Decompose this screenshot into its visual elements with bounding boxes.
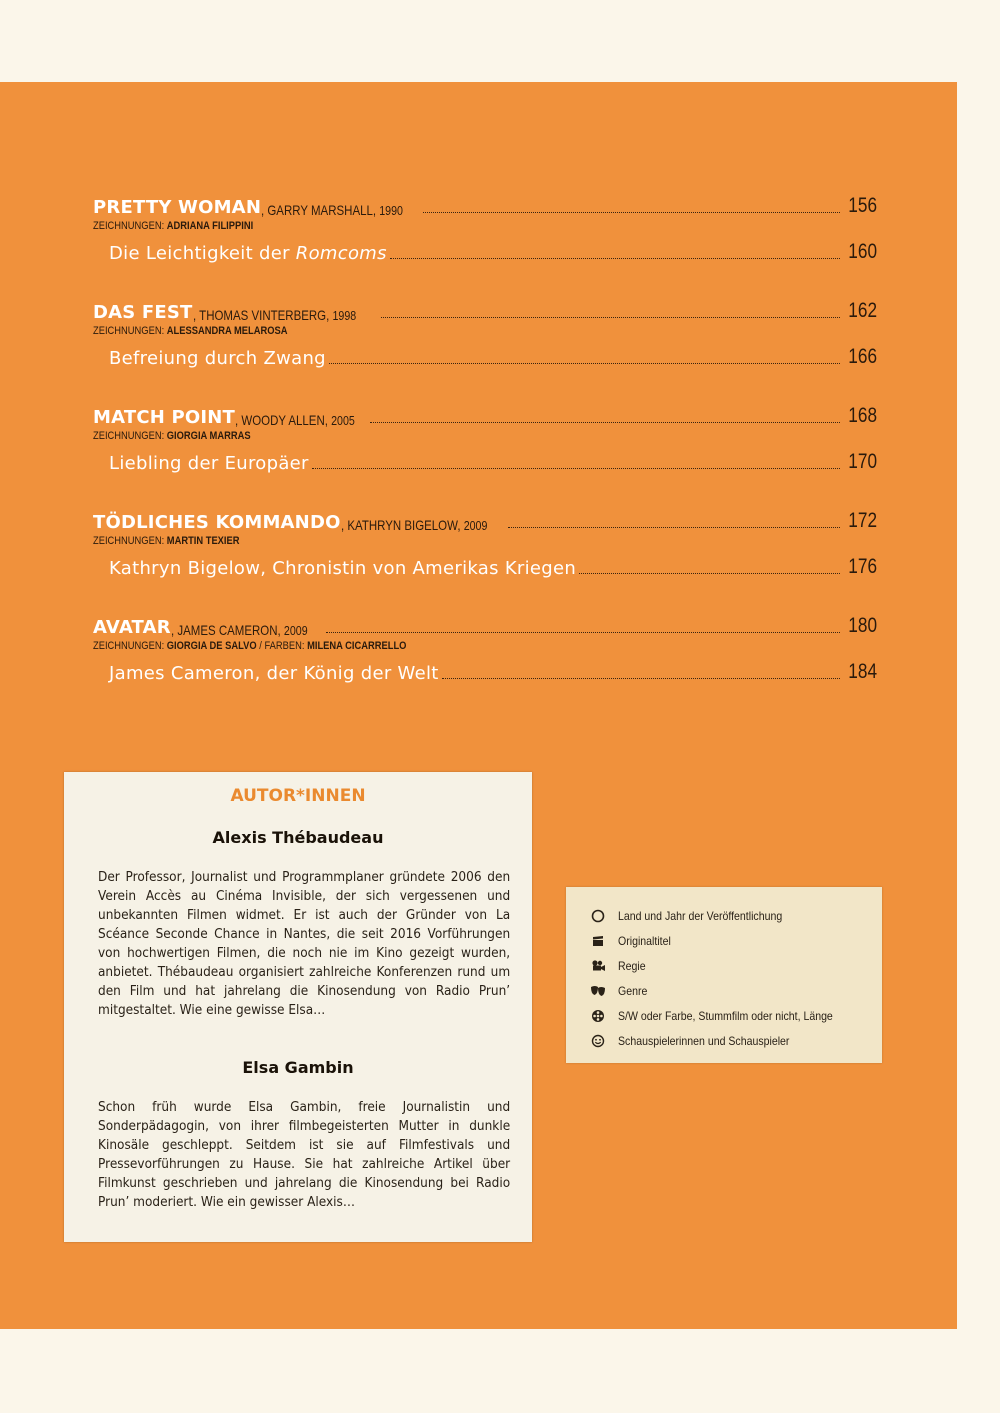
legend-item bbox=[590, 1028, 862, 1053]
toc-entry-pretty-woman bbox=[93, 188, 877, 293]
film-title: TÖDLICHES KOMMANDO bbox=[93, 512, 341, 533]
leader-dots bbox=[329, 363, 840, 364]
toc-film-row[interactable] bbox=[93, 188, 877, 218]
author-bio-alexis: Der Professor, Journalist und Programmplaner gründete 2006 den Verein Accès au Cinéma Invisible, der sich vergessenen und unbekannten Filmen widmet. Er ist auch der Gründer von La Scéance Seconde Chance in Nantes, die seit 2016 Vorführungen von hochwertigen Filmen, die noch nie im Kino gezeigt wurden, anbietet. Thébaudeau organisiert zahlreiche Konferenzen rund um den Film und hat jahrelang die Kinosendung von Radio Prun’ mitgestaltet. Wie eine gewisse Elsa… bbox=[98, 870, 511, 1018]
legend-list bbox=[590, 903, 862, 1053]
essay-title: Befreiung durch Zwang bbox=[109, 348, 326, 369]
page-number: 160 bbox=[848, 240, 877, 263]
artist-name: ADRIANA FILIPPINI bbox=[166, 220, 254, 232]
film-director: JAMES CAMERON bbox=[177, 622, 278, 638]
page-number: 168 bbox=[848, 404, 877, 427]
leader-dots bbox=[442, 678, 840, 679]
page-number: 156 bbox=[848, 194, 877, 217]
toc-entry-avatar bbox=[93, 608, 877, 713]
page-number: 172 bbox=[848, 509, 877, 532]
toc-entry-match-point bbox=[93, 398, 877, 503]
film-year: 2009 bbox=[463, 518, 488, 533]
legend-item bbox=[590, 903, 862, 928]
artist-name: MARTIN TEXIER bbox=[166, 535, 240, 547]
leader-dots bbox=[423, 212, 840, 213]
globe-icon bbox=[590, 908, 606, 924]
credits-label: ZEICHNUNGEN: bbox=[93, 535, 165, 547]
film-director-year: , KATHRYN BIGELOW, 2009 bbox=[340, 517, 488, 533]
authors-heading: AUTOR*INNEN bbox=[230, 786, 366, 806]
leader-dots bbox=[370, 422, 840, 423]
toc-essay-row[interactable] bbox=[93, 654, 877, 684]
credits-line bbox=[93, 323, 759, 339]
credits-label: ZEICHNUNGEN: bbox=[93, 325, 165, 337]
credits-line bbox=[93, 428, 759, 444]
film-director: WOODY ALLEN bbox=[241, 412, 325, 428]
leader-dots bbox=[381, 317, 840, 318]
film-title: MATCH POINT bbox=[93, 407, 235, 428]
authors-card bbox=[64, 772, 532, 1242]
legend-item bbox=[590, 1003, 862, 1028]
toc-film-row[interactable] bbox=[93, 503, 877, 533]
film-director-year: , GARRY MARSHALL, 1990 bbox=[261, 202, 404, 218]
credits-line bbox=[93, 638, 759, 654]
credits-label: ZEICHNUNGEN: bbox=[93, 220, 165, 232]
theater-masks-icon bbox=[590, 983, 606, 999]
essay-title: Kathryn Bigelow, Chronistin von Amerikas Kriegen bbox=[109, 558, 577, 579]
toc-entry-toedliches-kommando bbox=[93, 503, 877, 608]
legend-label: Schauspielerinnen und Schauspieler bbox=[618, 1033, 790, 1048]
legend-label: Originaltitel bbox=[618, 933, 671, 948]
film-year: 2005 bbox=[331, 413, 355, 428]
page-number: 176 bbox=[848, 555, 877, 578]
film-title: PRETTY WOMAN bbox=[93, 197, 262, 218]
leader-dots bbox=[312, 468, 840, 469]
colors-label: / FARBEN: bbox=[256, 640, 305, 652]
legend-label: Regie bbox=[618, 958, 646, 973]
legend-item bbox=[590, 978, 862, 1003]
toc-film-row[interactable] bbox=[93, 293, 877, 323]
film-director-year: , THOMAS VINTERBERG, 1998 bbox=[192, 307, 356, 323]
essay-title bbox=[109, 243, 387, 264]
toc-essay-row[interactable] bbox=[93, 444, 877, 474]
artist-name: GIORGIA MARRAS bbox=[166, 430, 251, 442]
leader-dots bbox=[390, 258, 840, 259]
icon-legend-card bbox=[566, 887, 882, 1063]
page-number: 170 bbox=[848, 450, 877, 473]
smiley-icon bbox=[590, 1033, 606, 1049]
legend-label: Genre bbox=[618, 983, 648, 998]
film-year: 1998 bbox=[332, 308, 356, 323]
essay-title-text: Die Leichtigkeit der bbox=[109, 243, 296, 264]
colorist-name: MILENA CICARRELLO bbox=[307, 640, 407, 652]
film-title: DAS FEST bbox=[93, 302, 193, 323]
leader-dots bbox=[326, 632, 840, 633]
leader-dots bbox=[508, 527, 840, 528]
page-number: 180 bbox=[848, 614, 877, 637]
essay-title: Liebling der Europäer bbox=[109, 453, 309, 474]
author-name-elsa: Elsa Gambin bbox=[242, 1058, 354, 1077]
essay-title: James Cameron, der König der Welt bbox=[109, 663, 439, 684]
film-director: KATHRYN BIGELOW bbox=[346, 517, 457, 533]
film-year: 1990 bbox=[379, 203, 404, 218]
author-bio-elsa: Schon früh wurde Elsa Gambin, freie Journalistin und Sonderpädagogin, von ihrer filmbegeisterten Mutter in dunkle Kinosäle geschleppt. Seitdem ist sie auf Filmfestivals und Pressevorführungen zu Hause. Sie hat zahlreiche Artikel über Filmkunst geschrieben und jahrelang die Kinosendung bei Radio Prun’ moderiert. Wie ein gewisser Alexis… bbox=[98, 1100, 511, 1210]
toc-film-row[interactable] bbox=[93, 398, 877, 428]
artist-name: GIORGIA DE SALVO bbox=[166, 640, 257, 652]
film-director-year: , WOODY ALLEN, 2005 bbox=[235, 412, 355, 428]
credits-label: ZEICHNUNGEN: bbox=[93, 430, 165, 442]
author-name-alexis: Alexis Thébaudeau bbox=[212, 828, 384, 847]
legend-item bbox=[590, 928, 862, 953]
legend-label: S/W oder Farbe, Stummfilm oder nicht, Länge bbox=[618, 1008, 833, 1023]
page-number: 184 bbox=[848, 660, 877, 683]
legend-label: Land und Jahr der Veröffentlichung bbox=[618, 908, 783, 923]
credits-line bbox=[93, 533, 759, 549]
film-title: AVATAR bbox=[93, 617, 171, 638]
toc-essay-row[interactable] bbox=[93, 234, 877, 264]
film-camera-icon bbox=[590, 958, 606, 974]
film-director: THOMAS VINTERBERG bbox=[198, 307, 326, 323]
film-director: GARRY MARSHALL bbox=[267, 202, 373, 218]
film-year: 2009 bbox=[283, 623, 308, 638]
credits-line bbox=[93, 218, 759, 234]
legend-item bbox=[590, 953, 862, 978]
page-number: 166 bbox=[848, 345, 877, 368]
table-of-contents bbox=[93, 188, 877, 713]
essay-title-italic: Romcoms bbox=[295, 243, 387, 264]
toc-entry-das-fest bbox=[93, 293, 877, 398]
film-reel-icon bbox=[590, 1008, 606, 1024]
page-number: 162 bbox=[848, 299, 877, 322]
film-director-year: , JAMES CAMERON, 2009 bbox=[170, 622, 308, 638]
toc-essay-row[interactable] bbox=[93, 549, 877, 579]
toc-essay-row[interactable] bbox=[93, 339, 877, 369]
artist-name: ALESSANDRA MELAROSA bbox=[166, 325, 288, 337]
leader-dots bbox=[579, 573, 840, 574]
clapperboard-icon bbox=[590, 933, 606, 949]
toc-film-row[interactable] bbox=[93, 608, 877, 638]
credits-label: ZEICHNUNGEN: bbox=[93, 640, 165, 652]
